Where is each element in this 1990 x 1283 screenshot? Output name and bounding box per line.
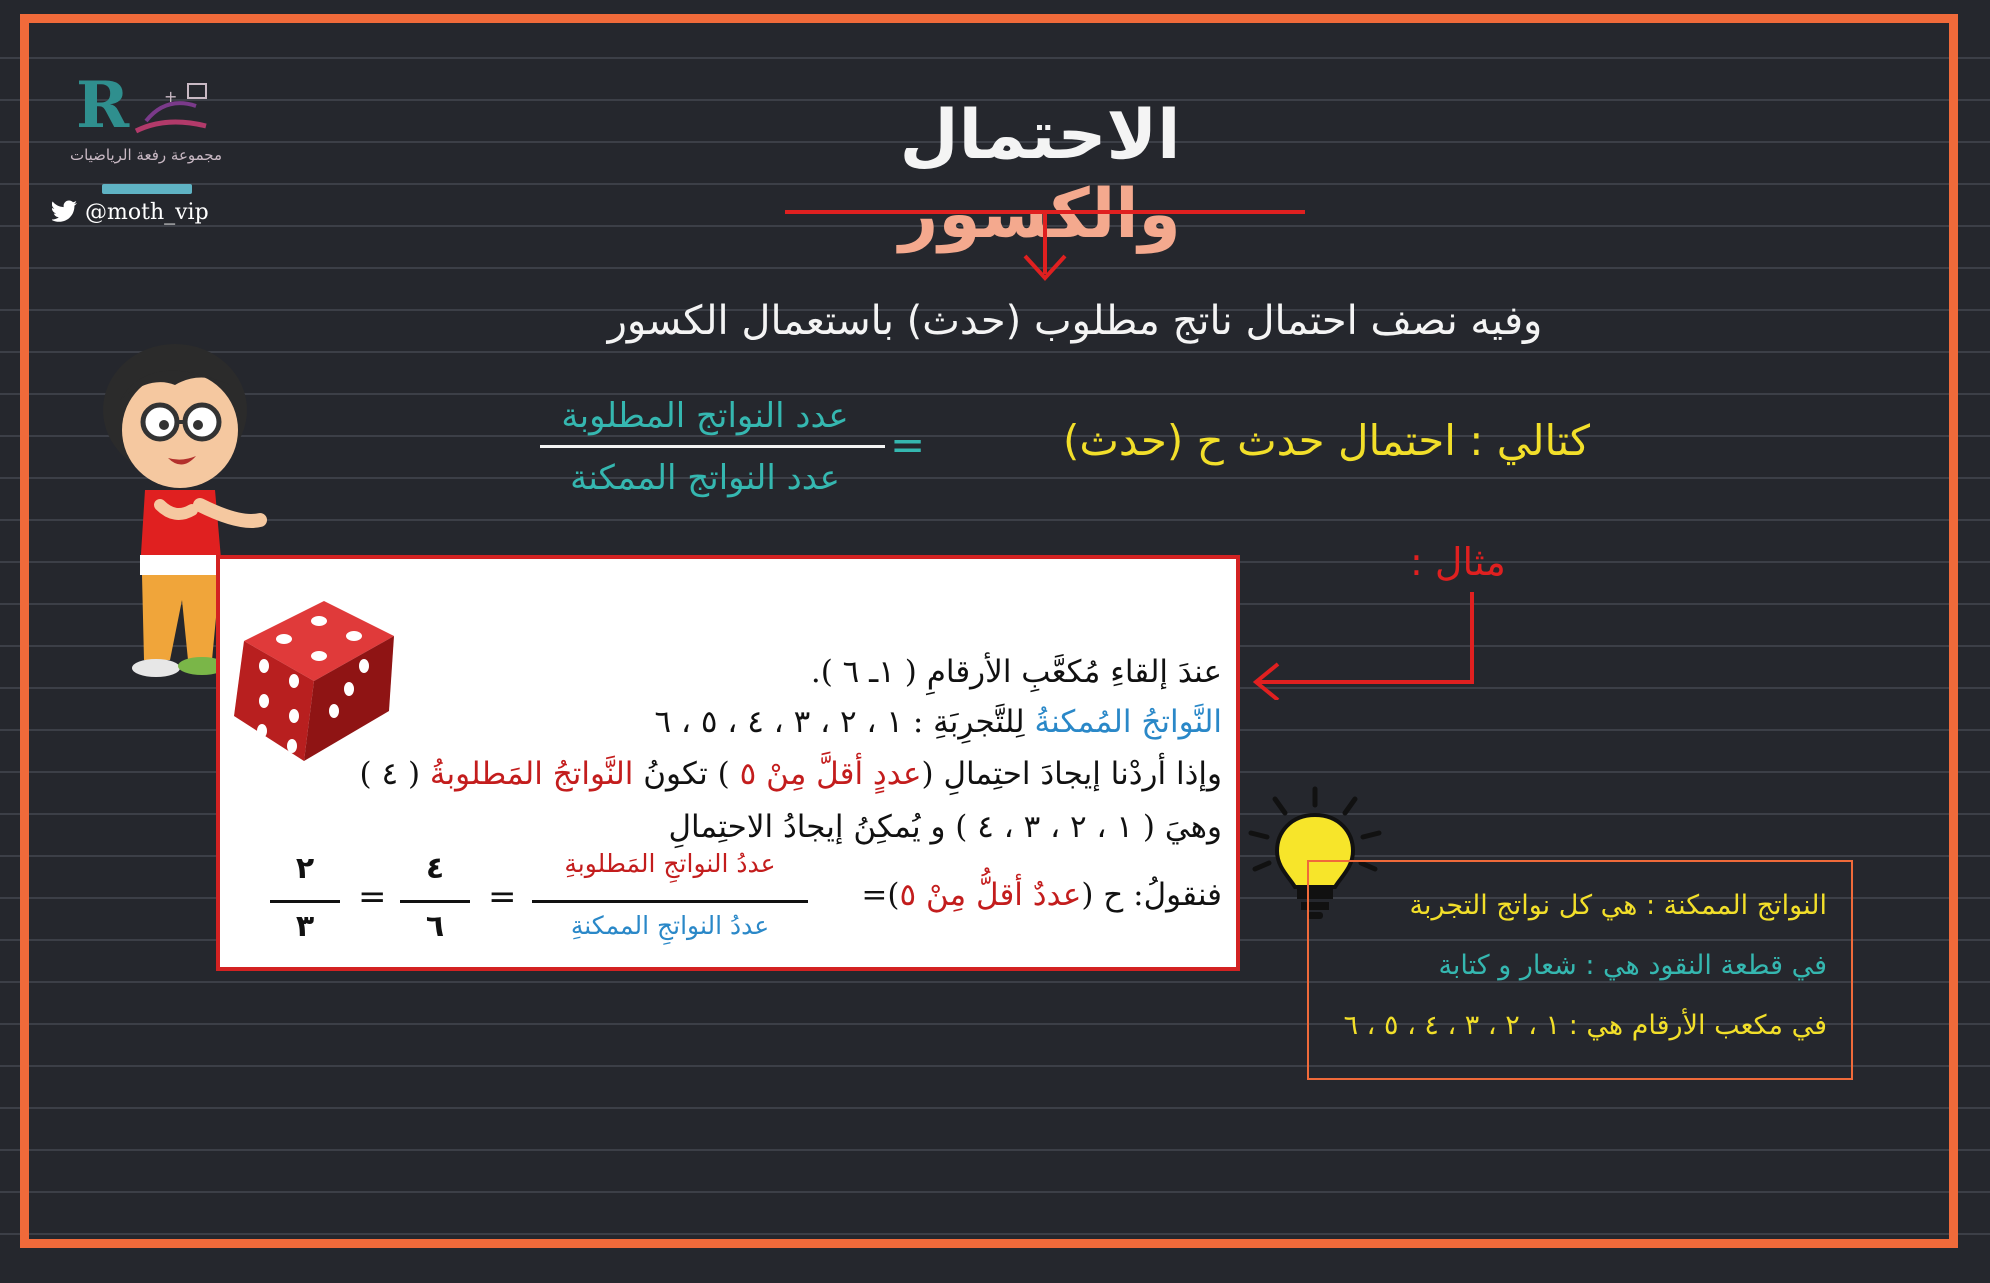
intro-text: وفيه نصف احتمال ناتج مطلوب (حدث) باستعمال الكسور [607, 298, 1543, 344]
event-text: عددٍ أقلَّ مِنْ ٥ [739, 756, 922, 792]
example-line-1: عندَ إلقاءِ مُكعَّبِ الأرقامِ ( ١ـ ٦ ). [810, 654, 1222, 690]
required-outcomes-term: النَّواتجُ المَطلوبةُ [429, 756, 634, 792]
fraction-2-bar [270, 900, 340, 903]
example-line-3: وإذا أردْنا إيجادَ احتِمالِ (عددٍ أقلَّ مِنْ ٥ ) تكونُ النَّواتجُ المَطلوبةُ ( ٤ ) [359, 756, 1222, 792]
example-label: مثال : [1410, 540, 1506, 584]
calc-equals-1: = [488, 877, 517, 917]
example-line-4: وهيَ ( ١ ، ٢ ، ٣ ، ٤ ) و يُمكِنُ إيجادُ الاحتِمالِ [668, 809, 1222, 845]
formula-lhs: كتالي : احتمال حدث ح (حدث) [1062, 416, 1590, 465]
logo-badge [102, 184, 192, 194]
example-box [216, 555, 1240, 971]
title-part-probability: الاحتمال [899, 96, 1181, 175]
title-part-fractions: والكسور [899, 175, 1181, 254]
event-text-2: عددٌ أقلُّ مِنْ ٥ [899, 877, 1082, 913]
down-arrow-icon [780, 200, 1310, 290]
example-line-5: فنقولُ: ح (عددٌ أقلُّ مِنْ ٥)= [861, 877, 1222, 913]
twitter-bird-icon [52, 200, 78, 222]
calc-fraction-bar [532, 900, 808, 903]
logo-mark: R [76, 68, 130, 143]
tip-line-2: في قطعة النقود هي : شعار و كتابة [1438, 950, 1827, 981]
twitter-handle-text: @moth_vip [85, 200, 209, 225]
formula-equals: = [890, 420, 926, 469]
possible-outcomes-term: النَّواتجُ المُمكنةُ [1034, 704, 1222, 740]
dice-icon [224, 581, 414, 766]
calc-numerator: عددُ النواتجِ المَطلوبةِ [564, 849, 776, 878]
fraction-2-denominator: ٣ [295, 909, 315, 944]
fraction-2-numerator: ٢ [295, 851, 315, 886]
logo [66, 68, 226, 208]
formula-denominator: عدد النواتج الممكنة [570, 458, 840, 498]
fraction-1-bar [400, 900, 470, 903]
formula-fraction-bar [540, 445, 885, 448]
twitter-handle[interactable] [52, 200, 209, 225]
tip-line-3: في مكعب الأرقام هي : ١ ، ٢ ، ٣ ، ٤ ، ٥ ، ٦ [1343, 1010, 1827, 1041]
formula-numerator: عدد النواتج المطلوبة [561, 396, 849, 436]
calc-denominator: عددُ النواتجِ الممكنةِ [570, 911, 770, 940]
fraction-1-numerator: ٤ [425, 851, 445, 886]
fraction-1-denominator: ٦ [425, 909, 445, 944]
example-line-2: النَّواتجُ المُمكنةُ لِلتَّجرِبَةِ : ١ ، ٢ ، ٣ ، ٤ ، ٥ ، ٦ [654, 704, 1222, 740]
tip-box [1307, 860, 1853, 1080]
logo-subtitle: مجموعة رفعة الرياضيات [69, 146, 223, 164]
left-arrow-icon [1250, 590, 1480, 700]
calc-equals-2: = [358, 877, 387, 917]
logo-books-icon [126, 76, 216, 146]
svg-text:+: + [164, 87, 178, 106]
tip-line-1: النواتج الممكنة : هي كل نواتج التجربة [1409, 890, 1827, 921]
